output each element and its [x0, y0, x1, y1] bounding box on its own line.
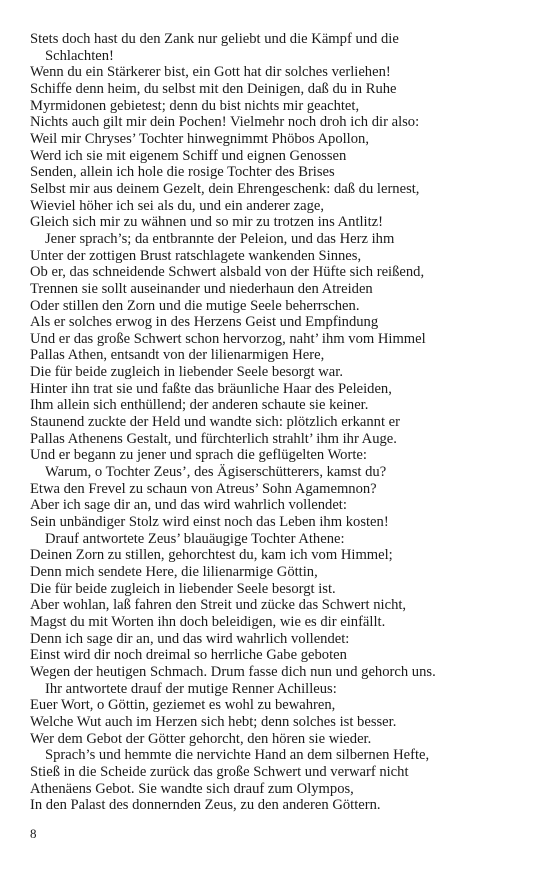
text-line: Und er das große Schwert schon hervorzog, naht’ ihm vom Himmel [30, 330, 426, 347]
text-line: Jener sprach’s; da entbrannte der Peleion, und das Herz ihm [45, 230, 395, 247]
text-line: Staunend zuckte der Held und wandte sich: plötzlich erkannt er [30, 414, 400, 431]
text-line: Athenäens Gebot. Sie wandte sich drauf zum Olympos, [30, 780, 354, 797]
text-line: Aber wohlan, laß fahren den Streit und zücke das Schwert nicht, [30, 597, 407, 614]
text-line: Werd ich sie mit eigenem Schiff und eignen Genossen [30, 147, 347, 164]
text-line: Selbst mir aus deinem Gezelt, dein Ehrengeschenk: daß du lernest, [30, 180, 420, 197]
text-line: Aber ich sage dir an, und das wird wahrlich vollendet: [30, 497, 347, 514]
text-line: Euer Wort, o Göttin, geziemet es wohl zu bewahren, [30, 697, 336, 714]
text-line: Stieß in die Scheide zurück das große Schwert und verwarf nicht [30, 763, 409, 780]
text-line: Wieviel höher ich sei als du, und ein anderer zage, [30, 197, 325, 214]
page-number: 8 [30, 826, 37, 841]
text-line: Hinter ihn trat sie und faßte das bräunliche Haar des Peleiden, [30, 380, 392, 397]
text-line: In den Palast des donnernden Zeus, zu den anderen Göttern. [30, 797, 381, 814]
text-line: Weil mir Chryses’ Tochter hinwegnimmt Phöbos Apollon, [30, 130, 369, 147]
text-line: Ihr antwortete drauf der mutige Renner Achilleus: [45, 680, 337, 697]
text-line: Senden, allein ich hole die rosige Tochter des Brises [30, 164, 335, 181]
text-line: Denn ich sage dir an, und das wird wahrlich vollendet: [30, 630, 350, 647]
text-line: Ob er, das schneidende Schwert alsbald von der Hüfte sich reißend, [30, 264, 425, 281]
text-line: Wenn du ein Stärkerer bist, ein Gott hat dir solches verliehen! [30, 64, 391, 81]
text-line: Und er begann zu jener und sprach die geflügelten Worte: [30, 447, 367, 464]
text-line: Die für beide zugleich in liebender Seele besorgt ist. [30, 580, 336, 597]
text-line: Nichts auch gilt mir dein Pochen! Vielmehr noch droh ich dir also: [30, 114, 420, 131]
text-line: Magst du mit Worten ihn doch beleidigen, wie es dir einfällt. [30, 613, 386, 630]
text-line: Stets doch hast du den Zank nur geliebt und die Kämpf und die [30, 31, 399, 47]
poem-text [30, 31, 530, 814]
text-line: Myrmidonen gebietest; denn du bist nichts mir geachtet, [30, 97, 360, 114]
text-line: Pallas Athen, entsandt von der lilienarmigen Here, [30, 347, 325, 364]
text-line: Als er solches erwog in des Herzens Geist und Empfindung [30, 314, 379, 331]
text-line: Etwa den Frevel zu schaun von Atreus’ Sohn Agamemnon? [30, 480, 377, 497]
text-line: Sprach’s und hemmte die nervichte Hand an dem silbernen Hefte, [45, 747, 430, 764]
text-line: Ihm allein sich enthüllend; der anderen schaute sie keiner. [30, 397, 369, 414]
text-line: Gleich sich mir zu wähnen und so mir zu trotzen ins Antlitz! [30, 214, 384, 231]
text-line: Sein unbändiger Stolz wird einst noch das Leben ihm kosten! [30, 514, 389, 531]
text-line: Schlachten! [45, 47, 114, 64]
text-line: Warum, o Tochter Zeus’, des Ägiserschütterers, kamst du? [45, 464, 387, 481]
text-line: Wer dem Gebot der Götter gehorcht, den hören sie wieder. [30, 730, 372, 747]
text-line: Welche Wut auch im Herzen sich hebt; denn solches ist besser. [30, 713, 397, 730]
text-line: Wegen der heutigen Schmach. Drum fasse dich nun und gehorch uns. [30, 663, 436, 680]
text-line: Schiffe denn heim, du selbst mit den Deinigen, daß du in Ruhe [30, 80, 397, 97]
text-line: Einst wird dir noch dreimal so herrliche Gabe geboten [30, 647, 347, 664]
text-line: Pallas Athenens Gestalt, und fürchterlich strahlt’ ihm ihr Auge. [30, 430, 397, 447]
text-line: Deinen Zorn zu stillen, gehorchtest du, kam ich vom Himmel; [30, 547, 393, 564]
text-line: Die für beide zugleich in liebender Seele besorgt war. [30, 364, 343, 381]
text-line: Unter der zottigen Brust ratschlagete wankenden Sinnes, [30, 247, 362, 264]
text-line: Oder stillen den Zorn und die mutige Seele beherrschen. [30, 297, 360, 314]
text-line: Trennen sie sollt auseinander und niederhaun den Atreiden [30, 280, 373, 297]
text-line: Denn mich sendete Here, die lilienarmige Göttin, [30, 564, 318, 580]
text-line: Drauf antwortete Zeus’ blauäugige Tochter Athene: [45, 530, 345, 547]
